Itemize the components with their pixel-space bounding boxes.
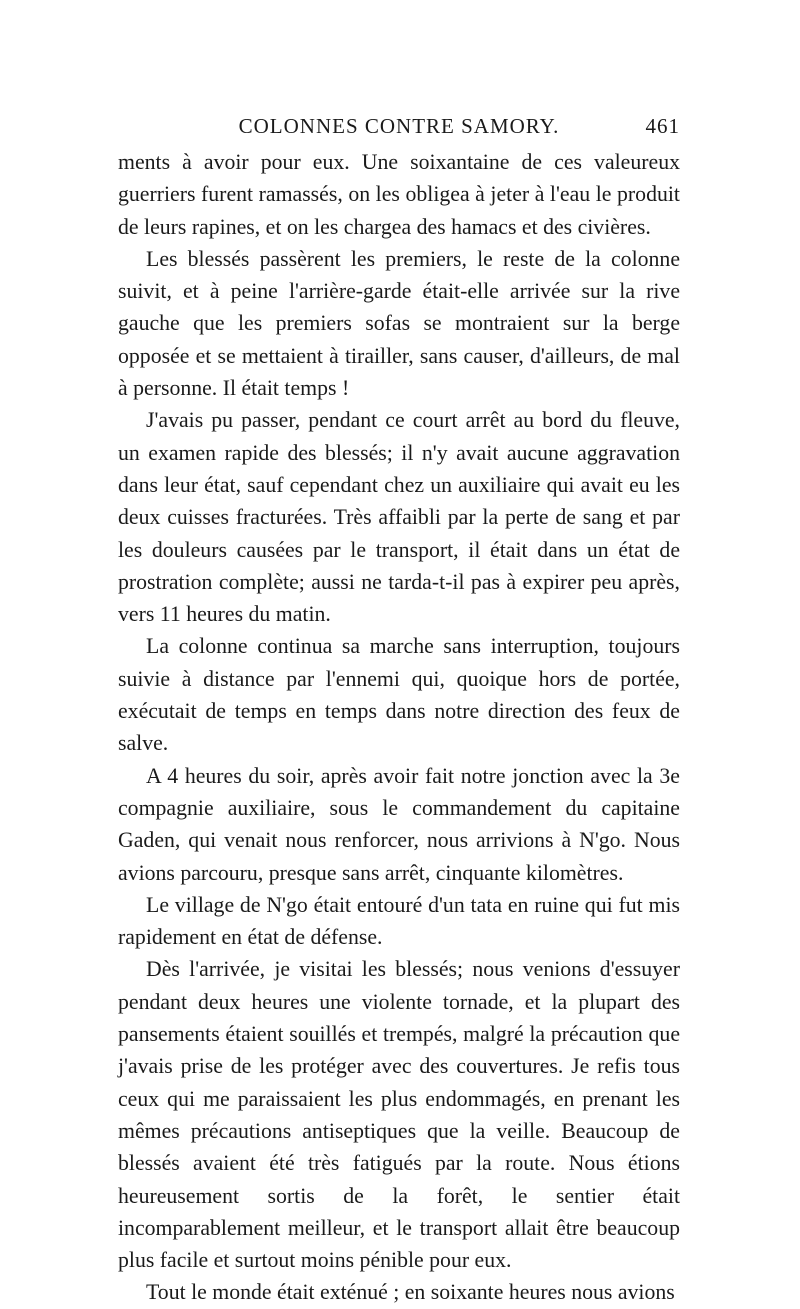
paragraph: Tout le monde était exténué ; en soixante heures nous avions	[146, 1280, 675, 1305]
paragraph: J'avais pu passer, pendant ce court arrêt au bord du fleuve, un examen rapide des blessés; il n'y avait aucune aggravation dans leur état, sauf cependant chez un auxiliaire qui avait eu les deux cuisses fracturées. Très affaibli par la perte de sang et par les douleurs causées par le transport, il était dans un état de prostration complète; aussi ne tarda-t-il pas à expirer peu après, vers 11 heures du matin.	[118, 408, 680, 627]
page-number: 461	[645, 114, 680, 138]
body-text	[118, 146, 680, 1309]
paragraph: A 4 heures du soir, après avoir fait notre jonction avec la 3e compagnie auxiliaire, sous le commandement du capitaine Gaden, qui venait nous renforcer, nous arrivions à N'go. Nous avions parcouru, presque sans arrêt, cinquante kilomètres.	[118, 763, 680, 885]
running-head	[118, 106, 680, 146]
book-page	[118, 106, 680, 1309]
paragraph: Les blessés passèrent les premiers, le reste de la colonne suivit, et à peine l'arrière-garde était-elle arrivée sur la rive gauche que les premiers sofas se montraient sur la berge opposée et se mettaient à tirailler, sans causer, d'ailleurs, de mal à personne. Il était temps !	[118, 246, 680, 401]
paragraph: Dès l'arrivée, je visitai les blessés; nous venions d'essuyer pendant deux heures une violente tornade, et la plupart des pansements étaient souillés et trempés, malgré la précaution que j'avais prise de les protéger avec des couvertures. Je refis tous ceux qui me paraissaient les plus endommagés, en prenant les mêmes précautions antiseptiques que la veille. Beaucoup de blessés avaient été très fatigués par la route. Nous étions heureusement sortis de la forêt, le sentier était incomparablement meilleur, et le transport allait être beaucoup plus facile et surtout moins pénible pour eux.	[118, 957, 680, 1273]
running-title: COLONNES CONTRE SAMORY.	[238, 114, 560, 138]
paragraph: ments à avoir pour eux. Une soixantaine de ces valeureux guerriers furent ramassés, on les obligea à jeter à l'eau le produit de leurs rapines, et on les chargea des hamacs et des civières.	[118, 150, 680, 239]
paragraph: La colonne continua sa marche sans interruption, toujours suivie à distance par l'ennemi qui, quoique hors de portée, exécutait de temps en temps dans notre direction des feux de salve.	[118, 634, 680, 756]
paragraph: Le village de N'go était entouré d'un tata en ruine qui fut mis rapidement en état de défense.	[118, 892, 680, 950]
